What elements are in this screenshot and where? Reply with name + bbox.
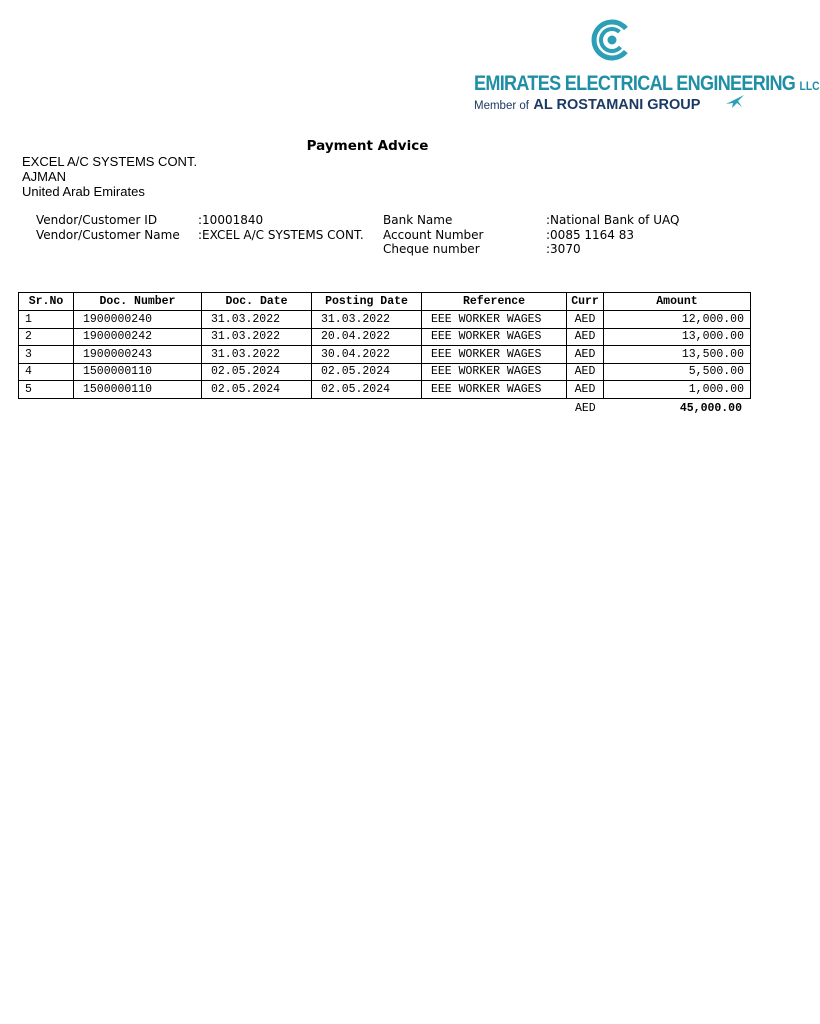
cell-currency: AED (567, 311, 604, 329)
cell-posting-date: 02.05.2024 (312, 381, 422, 399)
header-currency: Curr (567, 293, 604, 311)
table-row (19, 311, 751, 329)
header-doc-date: Doc. Date (202, 293, 312, 311)
table-row (19, 363, 751, 381)
cell-doc-date: 31.03.2022 (202, 346, 312, 364)
table-header-row (19, 293, 751, 311)
cell-posting-date: 02.05.2024 (312, 363, 422, 381)
vendor-id-label: Vendor/Customer ID (36, 213, 158, 227)
document-title: Payment Advice (306, 138, 429, 154)
vendor-id-value: :10001840 (198, 213, 264, 227)
cell-sr-no: 1 (19, 311, 74, 329)
table-row (19, 328, 751, 346)
cell-sr-no: 3 (19, 346, 74, 364)
account-number-label: Account Number (383, 228, 484, 242)
cell-currency: AED (567, 328, 604, 346)
total-amount: 45,000.00 (679, 402, 742, 415)
cell-sr-no: 5 (19, 381, 74, 399)
cell-doc-number: 1500000110 (74, 363, 202, 381)
cell-doc-date: 31.03.2022 (202, 311, 312, 329)
bank-name-label: Bank Name (383, 213, 453, 227)
header-sr-no: Sr.No (19, 293, 74, 311)
logo-group-name: AL ROSTAMANI GROUP (533, 97, 701, 113)
cell-reference: EEE WORKER WAGES (422, 311, 567, 329)
cell-amount: 13,000.00 (604, 328, 751, 346)
cell-reference: EEE WORKER WAGES (422, 363, 567, 381)
address-line-1: EXCEL A/C SYSTEMS CONT. (22, 154, 198, 169)
cell-amount: 5,500.00 (604, 363, 751, 381)
cell-doc-date: 31.03.2022 (202, 328, 312, 346)
cell-amount: 1,000.00 (604, 381, 751, 399)
bank-name-value: :National Bank of UAQ (546, 213, 680, 227)
plane-icon (724, 92, 746, 110)
account-number-value: :0085 1164 83 (546, 228, 635, 242)
header-doc-number: Doc. Number (74, 293, 202, 311)
header-posting-date: Posting Date (312, 293, 422, 311)
logo-member-of: Member of (474, 100, 529, 112)
cell-doc-date: 02.05.2024 (202, 381, 312, 399)
cell-posting-date: 30.04.2022 (312, 346, 422, 364)
cell-doc-date: 02.05.2024 (202, 363, 312, 381)
cell-amount: 13,500.00 (604, 346, 751, 364)
total-currency: AED (575, 402, 596, 415)
cell-currency: AED (567, 346, 604, 364)
payment-items-table (18, 292, 751, 399)
cell-doc-number: 1500000110 (74, 381, 202, 399)
cell-posting-date: 20.04.2022 (312, 328, 422, 346)
cell-currency: AED (567, 381, 604, 399)
table-row (19, 346, 751, 364)
header-reference: Reference (422, 293, 567, 311)
cell-currency: AED (567, 363, 604, 381)
cell-sr-no: 4 (19, 363, 74, 381)
cell-posting-date: 31.03.2022 (312, 311, 422, 329)
cell-doc-number: 1900000243 (74, 346, 202, 364)
company-logo (470, 14, 820, 114)
logo-emblem-icon (590, 18, 634, 62)
cell-reference: EEE WORKER WAGES (422, 381, 567, 399)
logo-group-line (474, 96, 700, 114)
cell-doc-number: 1900000242 (74, 328, 202, 346)
address-line-3: United Arab Emirates (22, 184, 145, 199)
cell-doc-number: 1900000240 (74, 311, 202, 329)
table-row (19, 381, 751, 399)
logo-company-name: EMIRATES ELECTRICAL ENGINEERING LLC (474, 72, 820, 95)
cell-amount: 12,000.00 (604, 311, 751, 329)
header-amount: Amount (604, 293, 751, 311)
cell-reference: EEE WORKER WAGES (422, 328, 567, 346)
cell-reference: EEE WORKER WAGES (422, 346, 567, 364)
cheque-number-label: Cheque number (383, 242, 480, 256)
address-line-2: AJMAN (22, 169, 67, 184)
cheque-number-value: :3070 (546, 242, 581, 256)
vendor-name-label: Vendor/Customer Name (36, 228, 180, 242)
cell-sr-no: 2 (19, 328, 74, 346)
logo-llc: LLC (799, 79, 820, 93)
vendor-name-value: :EXCEL A/C SYSTEMS CONT. (198, 228, 364, 242)
